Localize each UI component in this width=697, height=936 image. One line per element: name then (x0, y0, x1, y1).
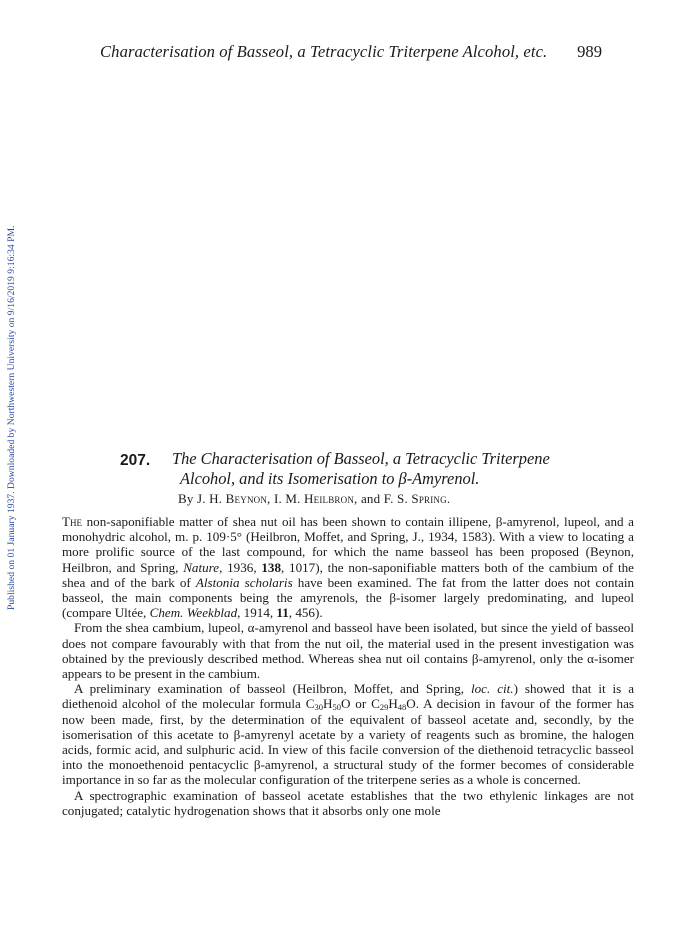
running-title: Characterisation of Basseol, a Tetracyclic Triterpene Alcohol, etc. (100, 42, 548, 61)
citation-chem-weekblad: Chem. Weekblad (149, 605, 238, 621)
byline-end: . (446, 491, 451, 506)
formula-1-h: H (322, 696, 333, 712)
paragraph-2: From the shea cambium, lupeol, α-amyrenol and basseol have been isolated, but since the yield of basseol does not compare favourably with that from the nut oil, the material used in the present investigation was obtained by the previously described method. Whereas shea nut oil contains β-amyrenol, only the α-isomer appears to be present in the cambium. (62, 620, 634, 682)
byline-prefix: By J. H. (178, 491, 226, 506)
paragraph-1-text-e: , 1914, (237, 605, 277, 621)
paragraph-3 (62, 681, 634, 787)
article-title-line-2: Alcohol, and its Isomerisation to β-Amyrenol. (180, 469, 480, 488)
author-spring: Spring (411, 491, 447, 506)
paragraph-1-text-a: non-saponifiable matter of shea nut oil has been shown to contain illipene, β-amyrenol, lupeol, and a monohydric alcohol, m. p. 109·5° (Heilbron, Moffet, and Spring, J., 1934, 1583). With a view to locating a more prolific source of the last compound, for which the name basseol has been proposed (Beynon, Heilbron, and Spring, (62, 514, 634, 575)
byline-separator-1: , I. M. (267, 491, 305, 506)
formula-2-o: O (406, 696, 416, 712)
paragraph-1-text-f: , 456). (288, 605, 323, 621)
formula-c30h50o (306, 696, 351, 711)
formula-2-sub-c: 29 (379, 702, 389, 713)
download-watermark (5, 150, 21, 610)
paragraph-3-text-c: . A decision in favour of the former has now been made, first, by the determination of the equivalent of basseol acetate and, secondly, by the isomerisation of this acetate to β-amyrenyl acetate by a variety of reagents such as bromine, the halogen acids, formic acid, and sulphuric acid. In view of this facile conversion of the diethenoid tetracyclic basseol into the monoethenoid pentacyclic β-amyrenol, a structural study of the former becomes of considerable importance in so far as the molecular configuration of the triterpene series as a whole is concerned. (62, 696, 634, 788)
byline-separator-2: , and F. S. (354, 491, 412, 506)
paragraph-4: A spectrographic examination of basseol acetate establishes that the two ethylenic linkages are not conjugated; catalytic hydrogenation shows that it absorbs only one mole (62, 787, 634, 818)
author-beynon: Beynon (225, 491, 268, 506)
citation-volume-11: 11 (276, 605, 289, 621)
formula-or: or (350, 696, 372, 712)
author-heilbron: Heilbron (304, 491, 355, 506)
formula-2-sub-h: 48 (397, 702, 407, 713)
paragraph-1-text-d: have been examined. The fat from the latter does not contain basseol, the main components being the amyrenols, the β-isomer largely predominating, and lupeol (compare Ultée, (62, 574, 634, 621)
paragraph-1-text-b: , 1936, (219, 559, 262, 575)
article-number: 207. (120, 452, 151, 469)
formula-c29h48o (371, 696, 416, 711)
formula-1-sub-c: 30 (314, 702, 323, 713)
citation-nature: Nature (183, 559, 220, 575)
paragraph-3-text-a: A preliminary examination of basseol (Heilbron, Moffet, and Spring, (74, 681, 471, 697)
formula-1-o: O (340, 696, 351, 712)
article-title (172, 449, 592, 489)
running-head (100, 42, 602, 66)
paragraph-3-text-b: ) showed that it is a diethenoid alcohol of the molecular formula (62, 681, 635, 712)
citation-loc-cit: loc. cit. (471, 681, 514, 697)
formula-1-sub-h: 50 (332, 702, 341, 713)
byline (178, 491, 450, 507)
formula-1-c: C (305, 696, 315, 712)
paragraph-1 (62, 514, 634, 620)
article-body (62, 514, 634, 818)
formula-2-h: H (388, 696, 398, 712)
opening-word: The (62, 514, 82, 529)
page-number: 989 (577, 42, 602, 61)
citation-volume-138: 138 (261, 559, 281, 575)
download-watermark-text: Published on 01 January 1937. Downloaded by Northwestern University on 9/16/2019 9:16:34 PM. (6, 225, 17, 610)
article-title-line-1: The Characterisation of Basseol, a Tetracyclic Triterpene (172, 449, 550, 468)
species-alstonia-scholaris: Alstonia scholaris (195, 574, 293, 590)
paragraph-1-text-c: , 1017), the non-saponifiable matters both of the cambium of the shea and of the bark of (62, 559, 634, 590)
formula-2-c: C (371, 696, 380, 712)
